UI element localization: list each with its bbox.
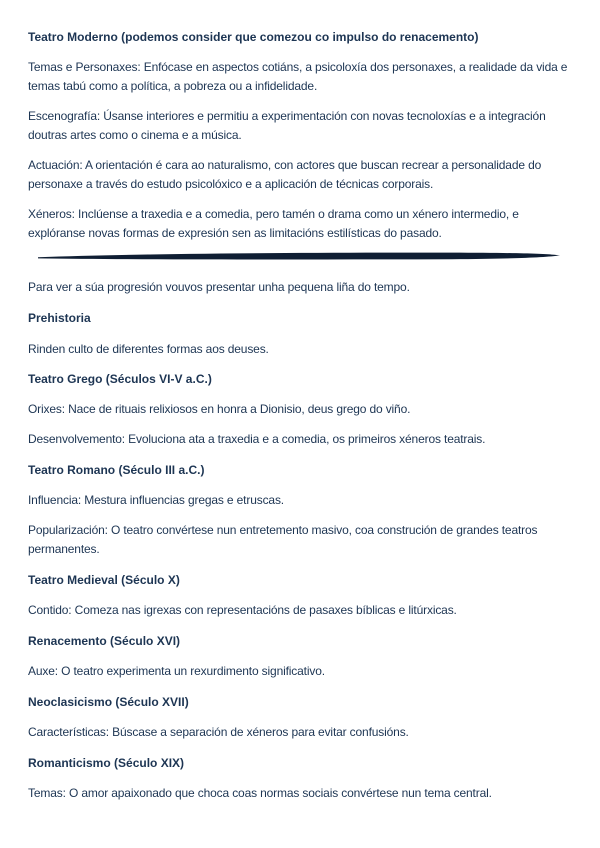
paragraph-genres: Xéneros: Inclúense a traxedia e a comedia, pero tamén o drama como un xénero intermedio, e explóranse novas formas de expresión sen as limitacións estilísticas do pasado.: [28, 207, 519, 240]
period-heading-medieval: Teatro Medieval (Século X): [28, 573, 180, 587]
period-item: Auxe: O teatro experimenta un rexurdimento significativo.: [28, 664, 325, 678]
section-title: Teatro Moderno (podemos consider que comezou co impulso do renacemento): [28, 30, 479, 44]
period-heading-romanticism: Romanticismo (Século XIX): [28, 756, 185, 770]
period-item: Contido: Comeza nas igrexas con representacións de pasaxes bíblicas e litúrxicas.: [28, 603, 457, 617]
timeline-intro: Para ver a súa progresión vouvos presentar unha pequena liña do tempo.: [28, 280, 410, 294]
paragraph-themes: Temas e Personaxes: Enfócase en aspectos cotiáns, a psicoloxía dos personaxes, a realidade da vida e temas tabú como a política, a pobreza ou a infidelidade.: [28, 60, 568, 93]
paragraph-scenography: Escenografía: Úsanse interiores e permitiu a experimentación con novas tecnoloxías e a integración doutras artes como o cinema e a música.: [28, 109, 546, 142]
period-heading-renaissance: Renacemento (Século XVI): [28, 634, 181, 648]
brush-divider: [0, 250, 600, 264]
period-item: Influencia: Mestura influencias gregas e etruscas.: [28, 493, 284, 507]
period-item: Rinden culto de diferentes formas aos deuses.: [28, 342, 269, 356]
period-heading-roman: Teatro Romano (Século III a.C.): [28, 463, 205, 477]
period-item: Temas: O amor apaixonado que choca coas normas sociais convértese nun tema central.: [28, 786, 492, 800]
period-heading-greek: Teatro Grego (Séculos VI-V a.C.): [28, 372, 212, 386]
period-heading-prehistory: Prehistoria: [28, 311, 91, 325]
paragraph-acting: Actuación: A orientación é cara ao naturalismo, con actores que buscan recrear a personalidade do personaxe a través do estudo psicolóxico e a aplicación de técnicas corporais.: [28, 158, 542, 191]
period-item: Desenvolvemento: Evoluciona ata a traxedia e a comedia, os primeiros xéneros teatrais.: [28, 432, 486, 446]
period-item: Orixes: Nace de rituais relixiosos en honra a Dionisio, deus grego do viño.: [28, 402, 411, 416]
period-item: Características: Búscase a separación de xéneros para evitar confusións.: [28, 725, 409, 739]
period-item: Popularización: O teatro convértese nun entretemento masivo, coa construción de grandes teatros permanentes.: [28, 523, 538, 556]
period-heading-neoclassicism: Neoclasicismo (Século XVII): [28, 695, 189, 709]
